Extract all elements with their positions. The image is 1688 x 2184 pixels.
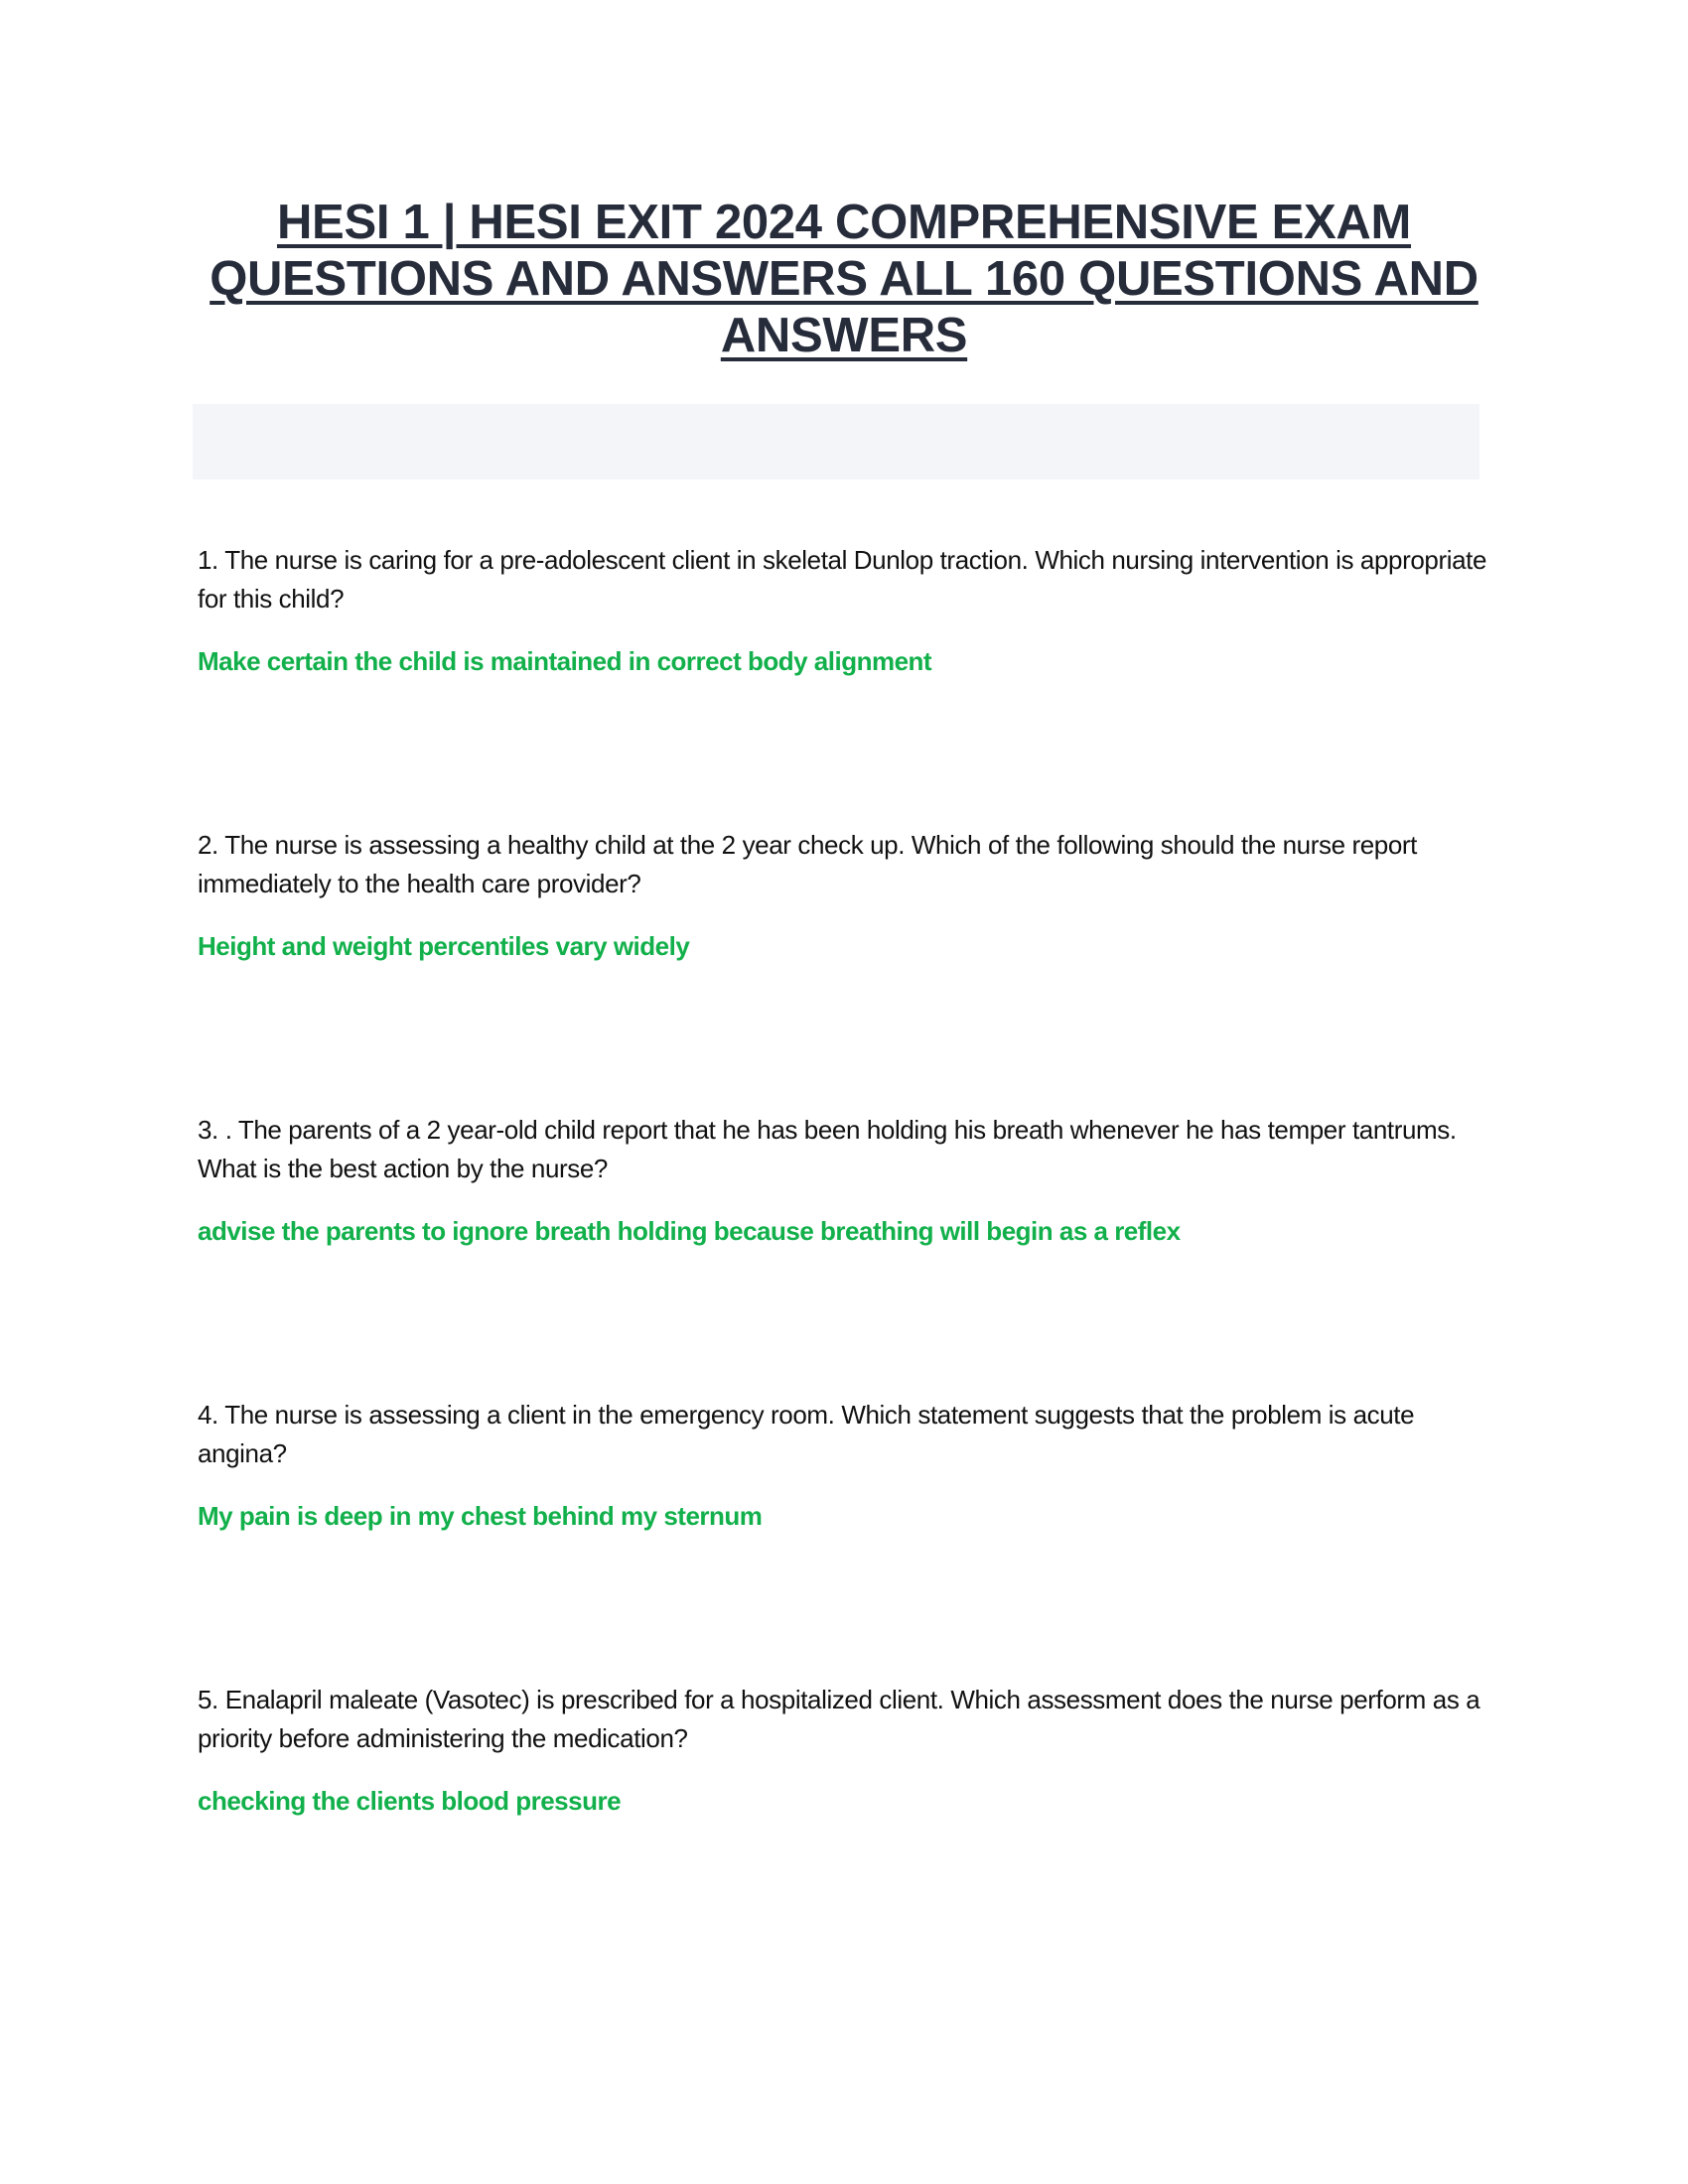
document-title: HESI 1 | HESI EXIT 2024 COMPREHENSIVE EXAM QUESTIONS AND ANSWERS ALL 160 QUESTIONS AND ANSWERS xyxy=(210,196,1478,362)
banner-bar xyxy=(193,404,1479,479)
answer-text: checking the clients blood pressure xyxy=(198,1786,622,1816)
question-item xyxy=(198,1111,1488,1251)
question-text: 2. The nurse is assessing a healthy child at the 2 year check up. Which of the following should the nurse report immediately to the health care provider? xyxy=(198,830,1417,898)
question-item xyxy=(198,1396,1488,1536)
question-item xyxy=(198,541,1488,681)
question-item xyxy=(198,1681,1488,1821)
question-text: 5. Enalapril maleate (Vasotec) is prescribed for a hospitalized client. Which assessment does the nurse perform as a priority before administering the medication? xyxy=(198,1685,1480,1753)
question-text: 1. The nurse is caring for a pre-adolescent client in skeletal Dunlop traction. Which nursing intervention is appropriate for this child? xyxy=(198,545,1487,614)
question-text: 3. . The parents of a 2 year-old child report that he has been holding his breath whenever he has temper tantrums. What is the best action by the nurse? xyxy=(198,1115,1457,1183)
answer-text: Height and weight percentiles vary widely xyxy=(198,931,690,961)
answer-text: advise the parents to ignore breath holding because breathing will begin as a reflex xyxy=(198,1216,1181,1246)
answer-text: My pain is deep in my chest behind my sternum xyxy=(198,1501,763,1531)
question-item xyxy=(198,826,1488,966)
answer-text: Make certain the child is maintained in correct body alignment xyxy=(198,646,932,676)
question-text: 4. The nurse is assessing a client in the emergency room. Which statement suggests that the problem is acute angina? xyxy=(198,1400,1415,1468)
